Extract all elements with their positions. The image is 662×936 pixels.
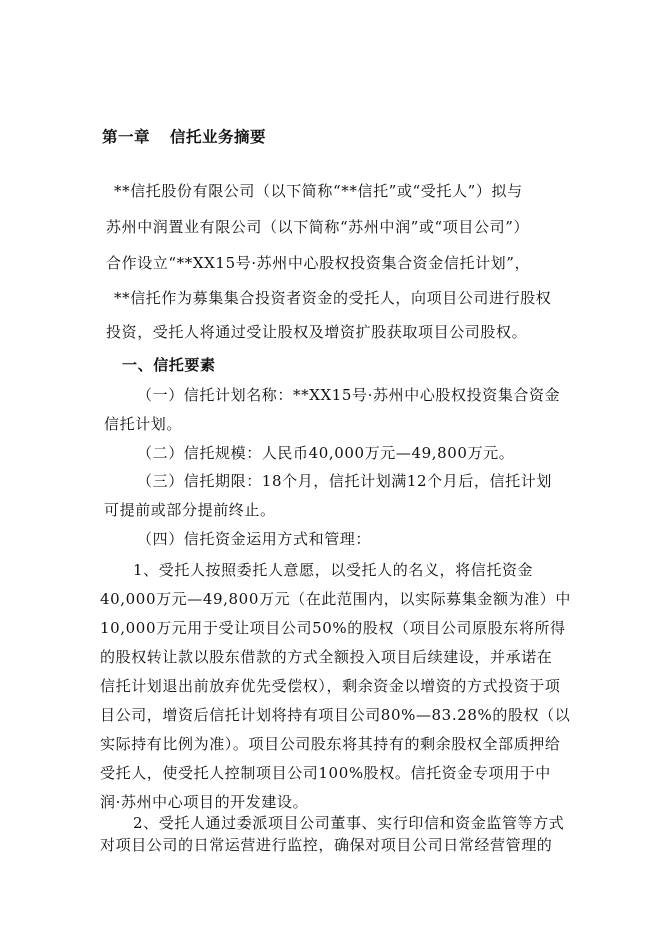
item1-line: 受托人，使受托人控制项目公司100%股权。信托资金专项用于中	[100, 764, 551, 782]
chapter-number: 第一章	[102, 127, 151, 146]
intro-line: 苏州中润置业有限公司（以下简称“苏州中润”或“项目公司”）	[106, 218, 530, 236]
item2-line: 对项目公司的日常运营进行监控，确保对项目公司日常经营管理的	[100, 836, 553, 854]
element-line: （一）信托计划名称：**XX15号·苏州中心股权投资集合资金	[137, 386, 561, 404]
item1-line: 信托计划退出前放弃优先受偿权），剩余资金以增资的方式投资于项	[100, 677, 561, 695]
element-line: 信托计划。	[104, 415, 183, 433]
intro-line: **信托股份有限公司（以下简称“**信托”或“受托人”）拟与	[114, 182, 523, 200]
item1-line: 润·苏州中心项目的开发建设。	[100, 793, 309, 811]
item1-line: 的股权转让款以股东借款的方式全额投入项目后续建设，并承诺在	[100, 648, 553, 666]
item1-line: 目公司，增资后信托计划将持有项目公司80%—83.28%的股权（以	[100, 706, 571, 724]
element-line: （二）信托规模：人民币40,000万元—49,800万元。	[137, 444, 515, 462]
item2-line: 2、受托人通过委派项目公司董事、实行印信和资金监管等方式	[133, 814, 565, 832]
intro-line: 投资，受托人将通过受让股权及增资扩股获取项目公司股权。	[106, 323, 528, 341]
chapter-title: 信托业务摘要	[170, 127, 267, 146]
item1-line: 1、受托人按照委托人意愿，以受托人的名义，将信托资金	[133, 561, 534, 579]
item1-line: 40,000万元—49,800万元（在此范围内，以实际募集金额为准）中	[100, 590, 571, 608]
item1-line: 10,000万元用于受让项目公司50%的股权（项目公司原股东将所得	[100, 619, 566, 637]
element-line: （四）信托资金运用方式和管理：	[137, 530, 372, 548]
section-heading: 一、信托要素	[122, 356, 216, 374]
intro-line: **信托作为募集集合投资者资金的受托人，向项目公司进行股权	[114, 289, 552, 307]
intro-line: 合作设立“**XX15号·苏州中心股权投资集合资金信托计划”，	[106, 254, 531, 272]
chapter-heading	[102, 127, 266, 147]
item1-line: 实际持有比例为准）。项目公司股东将其持有的剩余股权全部质押给	[100, 735, 561, 753]
element-line: （三）信托期限：18个月，信托计划满12个月后，信托计划	[137, 472, 552, 490]
element-line: 可提前或部分提前终止。	[104, 501, 276, 519]
